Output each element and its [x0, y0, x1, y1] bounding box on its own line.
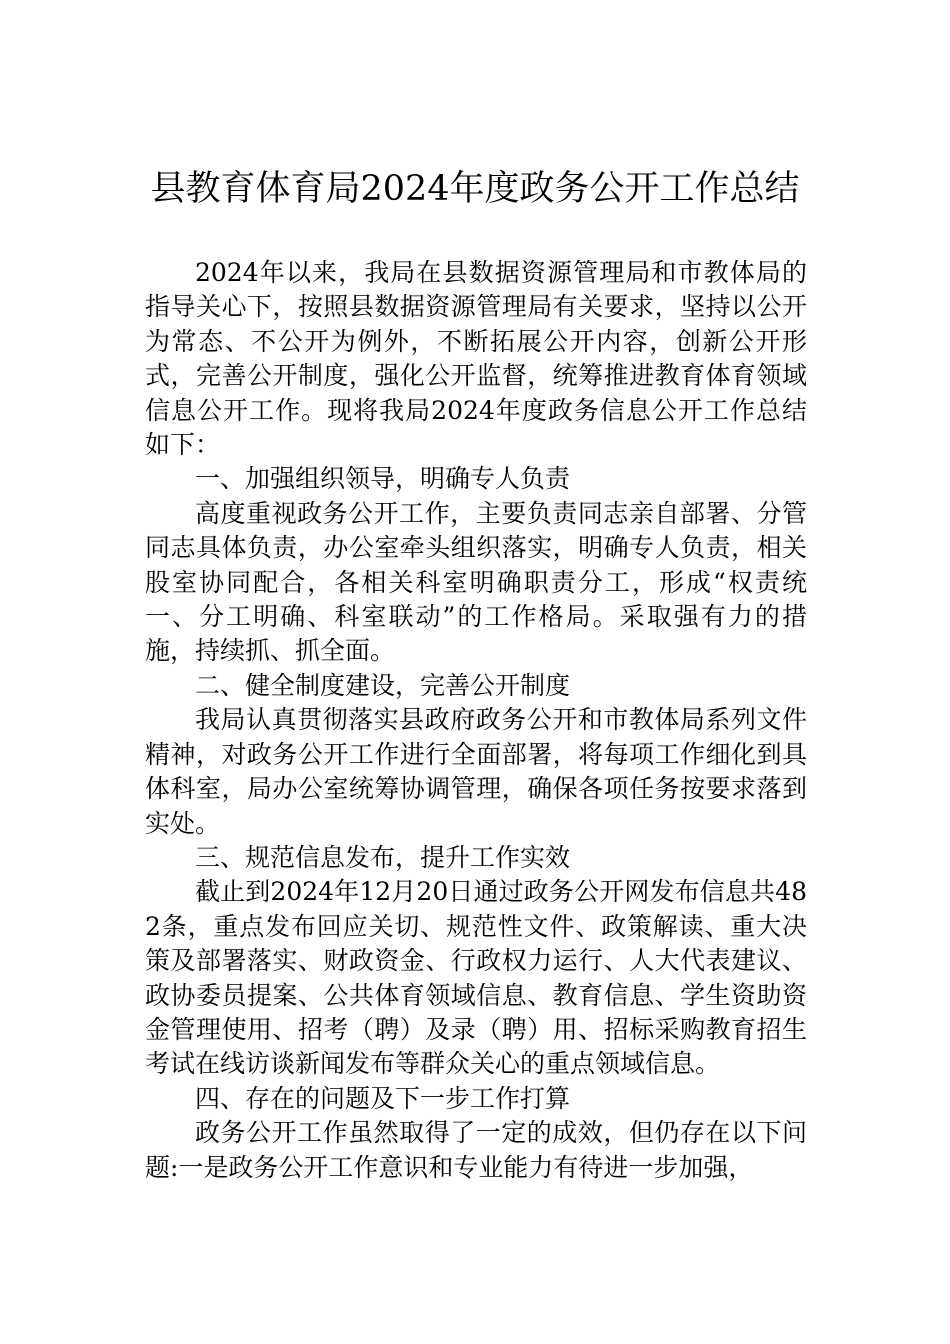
- section-3-paragraph: 截止到2024年12月20日通过政务公开网发布信息共482条，重点发布回应关切、规范性文件、政策解读、重大决策及部署落实、财政资金、行政权力运行、人大代表建议、政协委员提案、公共体育领域信息、教育信息、学生资助资金管理使用、招考（聘）及录（聘）用、招标采购教育招生考试在线访谈新闻发布等群众关心的重点领域信息。: [145, 877, 807, 1079]
- section-4-heading: 四、存在的问题及下一步工作打算: [195, 1083, 571, 1113]
- intro-paragraph: 2024年以来，我局在县数据资源管理局和市教体局的指导关心下，按照县数据资源管理局有关要求，坚持以公开为常态、不公开为例外，不断拓展公开内容，创新公开形式，完善公开制度，强化公开监督，统筹推进教育体育领域信息公开工作。现将我局2024年度政务信息公开工作总结如下：: [145, 258, 807, 460]
- section-4-paragraph: 政务公开工作虽然取得了一定的成效，但仍存在以下问题:一是政务公开工作意识和专业能力有待进一步加强，: [145, 1118, 807, 1182]
- section-2-heading: 二、健全制度建设，完善公开制度: [195, 670, 571, 700]
- document-body: [145, 256, 807, 1185]
- section-2-paragraph: 我局认真贯彻落实县政府政务公开和市教体局系列文件精神，对政务公开工作进行全面部署，将每项工作细化到具体科室，局办公室统筹协调管理，确保各项任务按要求落到实处。: [145, 705, 807, 838]
- section-1-paragraph: 高度重视政务公开工作，主要负责同志亲自部署、分管同志具体负责，办公室牵头组织落实，明确专人负责，相关股室协同配合，各相关科室明确职责分工，形成“权责统一、分工明确、科室联动”的工作格局。采取强有力的措施，持续抓、抓全面。: [145, 498, 807, 666]
- section-3-heading: 三、规范信息发布，提升工作实效: [195, 842, 571, 872]
- document-title: 县教育体育局2024年度政务公开工作总结: [150, 169, 800, 209]
- section-1-heading: 一、加强组织领导，明确专人负责: [195, 464, 571, 494]
